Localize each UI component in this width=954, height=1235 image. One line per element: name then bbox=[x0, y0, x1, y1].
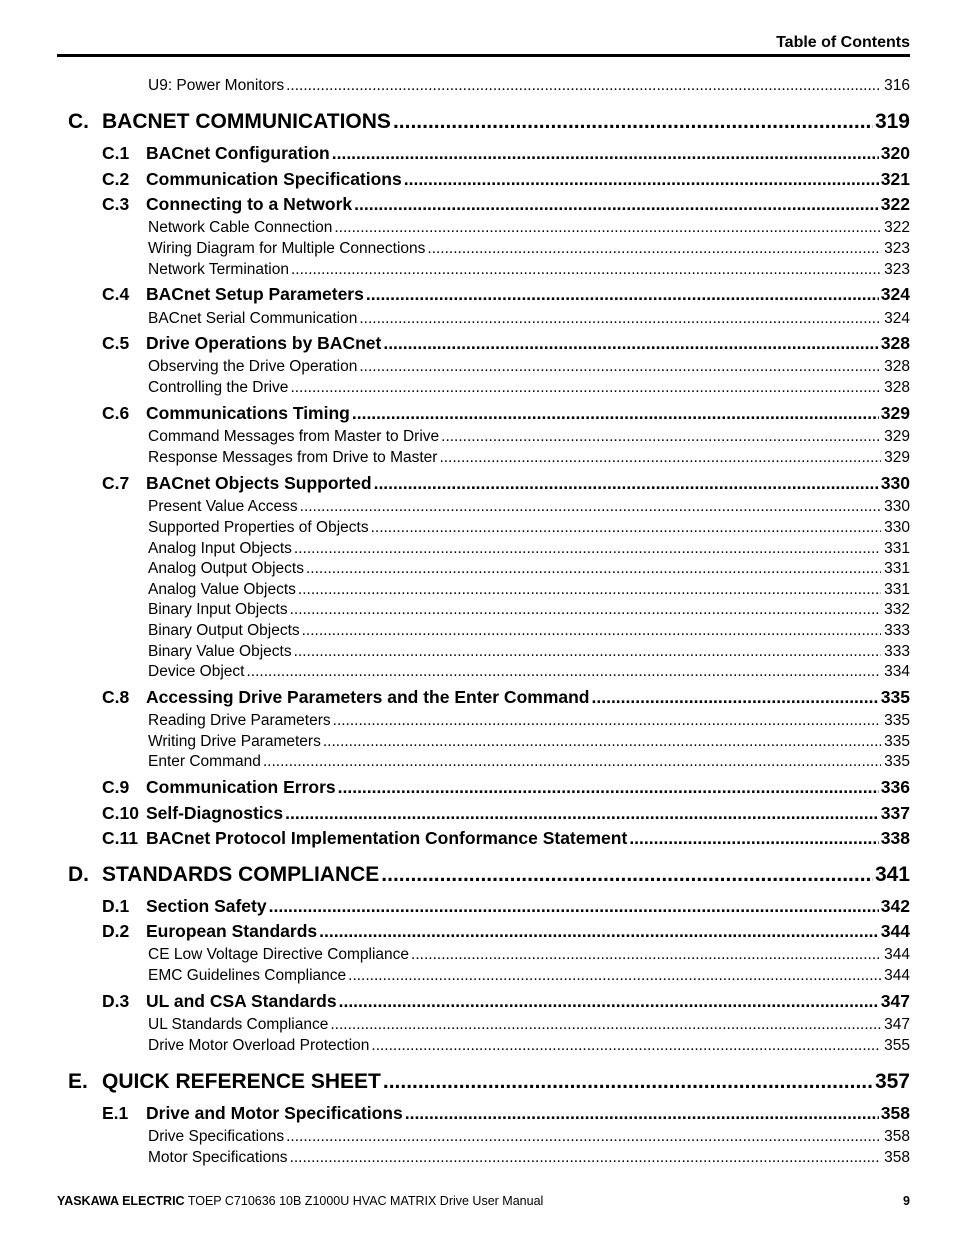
toc-entry-sub[interactable] bbox=[148, 1037, 910, 1055]
toc-dot-leader bbox=[338, 777, 879, 797]
toc-entry-sub[interactable] bbox=[148, 946, 910, 964]
toc-entry-title: Communication Errors bbox=[146, 777, 336, 797]
toc-entry-page: 344 bbox=[884, 946, 910, 963]
toc-entry-title: Analog Input Objects bbox=[148, 540, 292, 557]
toc-entry-section[interactable] bbox=[102, 194, 910, 214]
toc-entry-title: Drive and Motor Specifications bbox=[146, 1103, 403, 1123]
toc-entry-page: 347 bbox=[880, 991, 910, 1011]
toc-entry-page: 333 bbox=[884, 622, 910, 639]
toc-dot-leader bbox=[298, 581, 881, 599]
toc-entry-number: C. bbox=[68, 110, 89, 133]
toc-entry-page: 358 bbox=[880, 1103, 910, 1123]
toc-entry-title: CE Low Voltage Directive Compliance bbox=[148, 946, 410, 963]
toc-entry-page: 322 bbox=[884, 219, 910, 236]
footer-document-info bbox=[57, 1194, 543, 1209]
toc-entry-page: 330 bbox=[884, 519, 910, 536]
toc-entry-title: Network Termination bbox=[148, 261, 289, 278]
toc-entry-title: Drive Specifications bbox=[148, 1128, 285, 1145]
toc-entry-title: EMC Guidelines Compliance bbox=[148, 967, 347, 984]
toc-entry-sub[interactable] bbox=[148, 712, 910, 730]
toc-dot-leader bbox=[285, 803, 879, 823]
toc-dot-leader bbox=[383, 1070, 873, 1094]
toc-entry-title: UL Standards Compliance bbox=[148, 1016, 329, 1033]
toc-entry-number: E. bbox=[68, 1070, 88, 1093]
toc-entry-page: 344 bbox=[884, 967, 910, 984]
toc-entry-sub[interactable] bbox=[148, 358, 910, 376]
toc-entry-sub[interactable] bbox=[148, 753, 910, 771]
toc-entry-title: U9: Power Monitors bbox=[148, 77, 285, 94]
toc-dot-leader bbox=[441, 428, 881, 446]
toc-entry-title: Present Value Access bbox=[148, 498, 298, 515]
toc-dot-leader bbox=[371, 519, 882, 537]
toc-entry-title: Binary Value Objects bbox=[148, 643, 292, 660]
toc-entry-chapter[interactable] bbox=[68, 863, 910, 887]
toc-entry-page: 319 bbox=[874, 110, 910, 133]
toc-entry-sub[interactable] bbox=[148, 77, 910, 95]
toc-entry-page: 330 bbox=[884, 498, 910, 515]
toc-entry-number: C.7 bbox=[102, 473, 130, 493]
toc-entry-page: 357 bbox=[874, 1070, 910, 1093]
footer-brand: YASKAWA ELECTRIC bbox=[57, 1194, 185, 1208]
toc-entry-page: 342 bbox=[880, 896, 910, 916]
toc-entry-sub[interactable] bbox=[148, 581, 910, 599]
toc-entry-chapter[interactable] bbox=[68, 1070, 910, 1094]
toc-dot-leader bbox=[306, 560, 881, 578]
toc-entry-sub[interactable] bbox=[148, 733, 910, 751]
toc-entry-sub[interactable] bbox=[148, 219, 910, 237]
toc-entry-sub[interactable] bbox=[148, 519, 910, 537]
toc-dot-leader bbox=[352, 403, 879, 423]
toc-entry-page: 344 bbox=[880, 921, 910, 941]
toc-entry-section[interactable] bbox=[102, 777, 910, 797]
toc-entry-chapter[interactable] bbox=[68, 110, 910, 134]
toc-entry-number: C.9 bbox=[102, 777, 130, 797]
toc-entry-sub[interactable] bbox=[148, 560, 910, 578]
toc-dot-leader bbox=[354, 194, 879, 214]
toc-entry-page: 334 bbox=[884, 663, 910, 680]
toc-entry-title: Drive Operations by BACnet bbox=[146, 333, 382, 353]
toc-dot-leader bbox=[333, 712, 881, 730]
toc-entry-section[interactable] bbox=[102, 333, 910, 353]
toc-entry-page: 331 bbox=[884, 540, 910, 557]
toc-entry-title: Communications Timing bbox=[146, 403, 350, 423]
toc-entry-page: 341 bbox=[874, 863, 910, 886]
toc-entry-title: BACnet Setup Parameters bbox=[146, 284, 364, 304]
toc-entry-page: 337 bbox=[880, 803, 910, 823]
toc-entry-sub[interactable] bbox=[148, 428, 910, 446]
toc-dot-leader bbox=[383, 333, 878, 353]
toc-dot-leader bbox=[334, 219, 881, 237]
toc-entry-number: C.1 bbox=[102, 143, 130, 163]
toc-entry-number: C.3 bbox=[102, 194, 130, 214]
toc-entry-page: 358 bbox=[884, 1128, 910, 1145]
toc-entry-page: 358 bbox=[884, 1149, 910, 1166]
toc-dot-leader bbox=[411, 946, 881, 964]
toc-dot-leader bbox=[263, 753, 881, 771]
toc-entry-section[interactable] bbox=[102, 687, 910, 707]
toc-entry-section[interactable] bbox=[102, 991, 910, 1011]
toc-entry-section[interactable] bbox=[102, 921, 910, 941]
toc-entry-title: Device Object bbox=[148, 663, 245, 680]
toc-entry-section[interactable] bbox=[102, 143, 910, 163]
toc-dot-leader bbox=[300, 498, 881, 516]
toc-entry-sub[interactable] bbox=[148, 643, 910, 661]
toc-dot-leader bbox=[374, 473, 879, 493]
toc-entry-page: 328 bbox=[880, 333, 910, 353]
toc-entry-title: European Standards bbox=[146, 921, 318, 941]
toc-entry-title: Connecting to a Network bbox=[146, 194, 353, 214]
toc-dot-leader bbox=[319, 921, 879, 941]
toc-entry-title: Command Messages from Master to Drive bbox=[148, 428, 440, 445]
toc-entry-page: 322 bbox=[880, 194, 910, 214]
toc-dot-leader bbox=[393, 110, 873, 134]
toc-entry-title: Controlling the Drive bbox=[148, 379, 289, 396]
toc-dot-leader bbox=[339, 991, 879, 1011]
toc-entry-title: BACnet Objects Supported bbox=[146, 473, 372, 493]
toc-dot-leader bbox=[439, 449, 881, 467]
toc-entry-number: C.5 bbox=[102, 333, 130, 353]
toc-entry-page: 320 bbox=[880, 143, 910, 163]
toc-entry-title: Accessing Drive Parameters and the Enter Command bbox=[146, 687, 590, 707]
toc-entry-title: Observing the Drive Operation bbox=[148, 358, 358, 375]
toc-entry-page: 323 bbox=[884, 261, 910, 278]
toc-entry-sub[interactable] bbox=[148, 240, 910, 258]
toc-entry-number: E.1 bbox=[102, 1103, 129, 1123]
toc-entry-title: Binary Output Objects bbox=[148, 622, 300, 639]
toc-entry-page: 338 bbox=[880, 828, 910, 848]
toc-entry-title: BACnet Serial Communication bbox=[148, 310, 358, 327]
toc-dot-leader bbox=[381, 863, 873, 887]
toc-entry-number: D. bbox=[68, 863, 89, 886]
toc-dot-leader bbox=[323, 733, 881, 751]
toc-entry-title: Motor Specifications bbox=[148, 1149, 288, 1166]
toc-entry-title: Reading Drive Parameters bbox=[148, 712, 331, 729]
toc-entry-sub[interactable] bbox=[148, 622, 910, 640]
toc-dot-leader bbox=[366, 284, 879, 304]
toc-entry-page: 336 bbox=[880, 777, 910, 797]
toc-entry-title: Writing Drive Parameters bbox=[148, 733, 321, 750]
toc-entry-number: C.2 bbox=[102, 169, 130, 189]
toc-entry-title: Section Safety bbox=[146, 896, 267, 916]
toc-entry-page: 335 bbox=[880, 687, 910, 707]
toc-entry-sub[interactable] bbox=[148, 540, 910, 558]
toc-entry-number: C.4 bbox=[102, 284, 130, 304]
toc-entry-sub[interactable] bbox=[148, 601, 910, 619]
toc-entry-title: UL and CSA Standards bbox=[146, 991, 337, 1011]
toc-entry-page: 335 bbox=[884, 712, 910, 729]
toc-entry-section[interactable] bbox=[102, 896, 910, 916]
toc-entry-page: 331 bbox=[884, 581, 910, 598]
toc-entry-number: D.3 bbox=[102, 991, 130, 1011]
toc-entry-number: C.11 bbox=[102, 828, 138, 848]
toc-entry-section[interactable] bbox=[102, 169, 910, 189]
toc-dot-leader bbox=[302, 622, 882, 640]
toc-entry-page: 329 bbox=[884, 449, 910, 466]
toc-entry-title: STANDARDS COMPLIANCE bbox=[102, 863, 380, 886]
toc-entry-sub[interactable] bbox=[148, 663, 910, 681]
toc-dot-leader bbox=[405, 1103, 879, 1123]
toc-entry-page: 323 bbox=[884, 240, 910, 257]
toc-entry-sub[interactable] bbox=[148, 967, 910, 985]
toc-entry-sub[interactable] bbox=[148, 449, 910, 467]
toc-entry-section[interactable] bbox=[102, 1103, 910, 1123]
toc-entry-number: C.6 bbox=[102, 403, 130, 423]
toc-dot-leader bbox=[290, 601, 882, 619]
page-header-title: Table of Contents bbox=[776, 34, 910, 51]
toc-entry-title: BACnet Protocol Implementation Conformance Statement bbox=[146, 828, 628, 848]
toc-entry-page: 324 bbox=[884, 310, 910, 327]
toc-entry-title: BACNET COMMUNICATIONS bbox=[102, 110, 391, 133]
toc-entry-sub[interactable] bbox=[148, 1149, 910, 1167]
toc-dot-leader bbox=[246, 663, 881, 681]
footer-page-number: 9 bbox=[903, 1194, 910, 1208]
toc-entry-title: Response Messages from Drive to Master bbox=[148, 449, 438, 466]
toc-entry-sub[interactable] bbox=[148, 261, 910, 279]
toc-dot-leader bbox=[371, 1037, 881, 1055]
toc-entry-page: 335 bbox=[884, 753, 910, 770]
toc-entry-section[interactable] bbox=[102, 803, 910, 823]
toc-dot-leader bbox=[290, 1149, 882, 1167]
toc-entry-page: 330 bbox=[880, 473, 910, 493]
toc-dot-leader bbox=[359, 310, 881, 328]
toc-entry-title: Binary Input Objects bbox=[148, 601, 288, 618]
toc-dot-leader bbox=[294, 643, 882, 661]
toc-entry-page: 333 bbox=[884, 643, 910, 660]
toc-entry-title: BACnet Configuration bbox=[146, 143, 330, 163]
toc-entry-section[interactable] bbox=[102, 284, 910, 304]
toc-entry-page: 329 bbox=[884, 428, 910, 445]
toc-dot-leader bbox=[332, 143, 879, 163]
toc-entry-page: 328 bbox=[884, 358, 910, 375]
toc-dot-leader bbox=[294, 540, 881, 558]
toc-entry-number: D.2 bbox=[102, 921, 130, 941]
toc-entry-page: 321 bbox=[880, 169, 910, 189]
toc-entry-title: Drive Motor Overload Protection bbox=[148, 1037, 370, 1054]
toc-entry-page: 328 bbox=[884, 379, 910, 396]
toc-entry-number: D.1 bbox=[102, 896, 130, 916]
toc-entry-page: 335 bbox=[884, 733, 910, 750]
toc-entry-sub[interactable] bbox=[148, 498, 910, 516]
toc-dot-leader bbox=[290, 379, 881, 397]
toc-entry-title: Analog Value Objects bbox=[148, 581, 296, 598]
toc-dot-leader bbox=[330, 1016, 881, 1034]
toc-entry-page: 331 bbox=[884, 560, 910, 577]
toc-entry-title: Communication Specifications bbox=[146, 169, 402, 189]
toc-dot-leader bbox=[592, 687, 879, 707]
toc-entry-page: 355 bbox=[884, 1037, 910, 1054]
toc-entry-title: Supported Properties of Objects bbox=[148, 519, 369, 536]
toc-entry-number: C.10 bbox=[102, 803, 139, 823]
toc-entry-section[interactable] bbox=[102, 828, 910, 848]
toc-entry-title: Self-Diagnostics bbox=[146, 803, 284, 823]
toc-entry-page: 329 bbox=[880, 403, 910, 423]
toc-entry-sub[interactable] bbox=[148, 379, 910, 397]
toc-entry-sub[interactable] bbox=[148, 1016, 910, 1034]
toc-dot-leader bbox=[427, 240, 881, 258]
toc-dot-leader bbox=[286, 77, 881, 95]
toc-entry-page: 332 bbox=[884, 601, 910, 618]
toc-entry-page: 347 bbox=[884, 1016, 910, 1033]
toc-dot-leader bbox=[404, 169, 879, 189]
toc-entry-title: QUICK REFERENCE SHEET bbox=[102, 1070, 381, 1093]
toc-entry-title: Analog Output Objects bbox=[148, 560, 304, 577]
toc-dot-leader bbox=[286, 1128, 881, 1146]
toc-entry-page: 324 bbox=[880, 284, 910, 304]
toc-entry-title: Enter Command bbox=[148, 753, 261, 770]
toc-dot-leader bbox=[359, 358, 881, 376]
toc-entry-title: Network Cable Connection bbox=[148, 219, 333, 236]
footer-doc-title: TOEP C710636 10B Z1000U HVAC MATRIX Drive User Manual bbox=[187, 1194, 544, 1208]
toc-dot-leader bbox=[291, 261, 881, 279]
toc-entry-page: 316 bbox=[884, 77, 910, 94]
toc-entry-sub[interactable] bbox=[148, 310, 910, 328]
toc-dot-leader bbox=[629, 828, 878, 848]
toc-dot-leader bbox=[269, 896, 879, 916]
toc-entry-sub[interactable] bbox=[148, 1128, 910, 1146]
toc-dot-leader bbox=[348, 967, 881, 985]
toc-entry-number: C.8 bbox=[102, 687, 130, 707]
toc-entry-title: Wiring Diagram for Multiple Connections bbox=[148, 240, 426, 257]
toc-entry-section[interactable] bbox=[102, 403, 910, 423]
toc-entry-section[interactable] bbox=[102, 473, 910, 493]
